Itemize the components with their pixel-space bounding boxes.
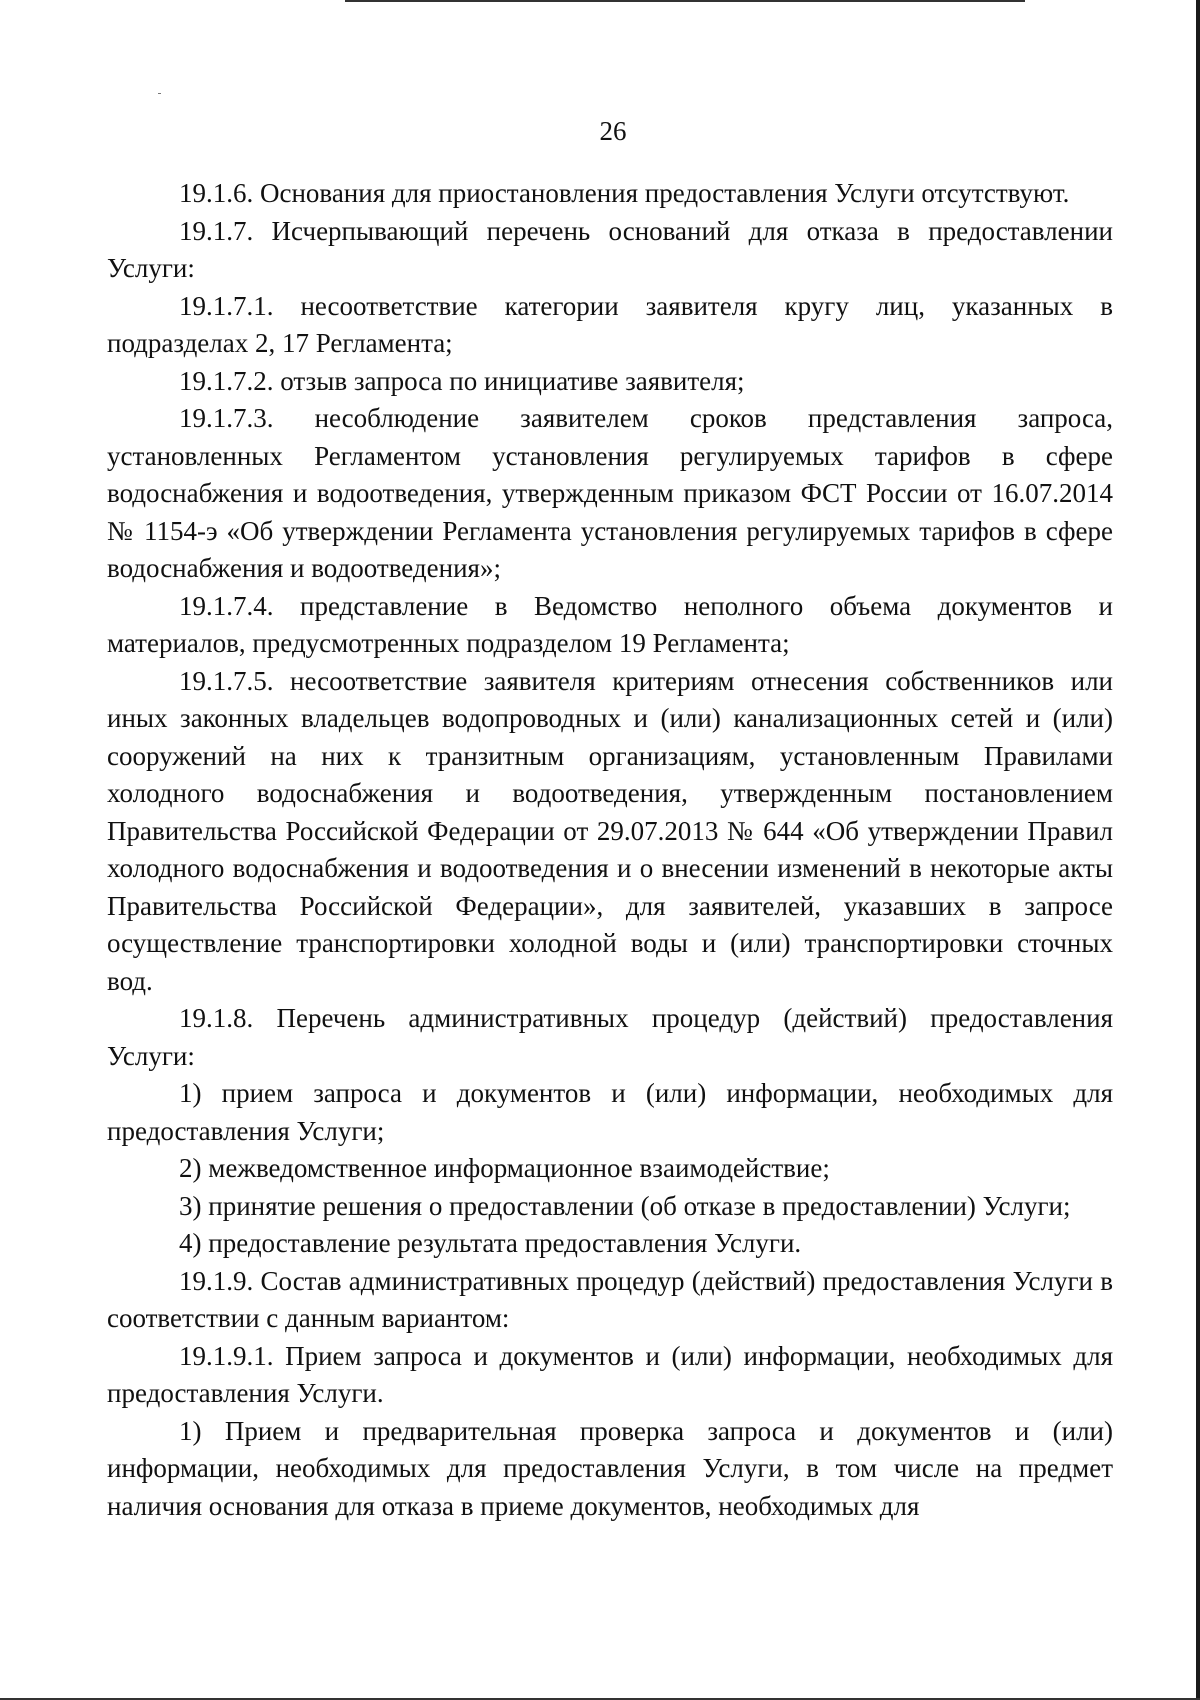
paragraph-19-1-9: 19.1.9. Состав административных процедур (действий) предоставления Услуги в соответствии с данным вариантом: bbox=[107, 1265, 1113, 1333]
scan-right-edge bbox=[1196, 0, 1200, 1700]
list-item-3: 3) принятие решения о предоставлении (об отказе в предоставлении) Услуги; bbox=[179, 1190, 1071, 1221]
paragraph-19-1-7-3: 19.1.7.3. несоблюдение заявителем сроков представления запроса, установленных Регламентом установления регулируемых тарифов в сфере водоснабжения и водоотведения, утвержденным приказом ФСТ России от 16.07.2014 № 1154-э «Об утверждении Регламента установления регулируемых тарифов в сфере водоснабжения и водоотведения»; bbox=[107, 403, 1113, 583]
page-number: 26 bbox=[599, 116, 627, 146]
paragraph-19-1-6: 19.1.6. Основания для приостановления предоставления Услуги отсутствуют. bbox=[179, 178, 1070, 208]
list-item-2: 2) межведомственное информационное взаимодействие; bbox=[179, 1153, 830, 1183]
paragraph-19-1-7-1: 19.1.7.1. несоответствие категории заявителя кругу лиц, указанных в подразделах 2, 17 Регламента; bbox=[107, 290, 1113, 358]
paragraph-19-1-9-1: 19.1.9.1. Прием запроса и документов и (или) информации, необходимых для предоставления Услуги. bbox=[107, 1340, 1113, 1408]
paragraph-19-1-7-5: 19.1.7.5. несоответствие заявителя критериям отнесения собственников или иных законных владельцев водопроводных и (или) канализационных сетей и (или) сооружений на них к транзитным организациям, установленным Правилами холодного водоснабжения и водоотведения, утвержденным постановлением Правительства Российской Федерации от 29.07.2013 № 644 «Об утверждении Правил холодного водоснабжения и водоотведения и о внесении изменений в некоторые акты Правительства Российской Федерации», для заявителей, указавших в запросе осуществление транспортировки холодной воды и (или) транспортировки сточных вод. bbox=[107, 665, 1113, 996]
document-body bbox=[107, 175, 1113, 1525]
list-item-4: 4) предоставление результата предоставления Услуги. bbox=[179, 1228, 802, 1258]
paragraph-19-1-7-4: 19.1.7.4. представление в Ведомство неполного объема документов и материалов, предусмотренных подразделом 19 Регламента; bbox=[107, 590, 1113, 658]
procedure-item-1: 1) Прием и предварительная проверка запроса и документов и (или) информации, необходимых для предоставления Услуги, в том числе на предмет наличия основания для отказа в приеме документов, необходимых для bbox=[107, 1415, 1113, 1521]
scan-top-edge-line bbox=[345, 0, 1025, 2]
paragraph-19-1-8: 19.1.8. Перечень административных процедур (действий) предоставления Услуги: bbox=[107, 1003, 1113, 1071]
scan-speck bbox=[158, 93, 161, 94]
list-item-1: 1) прием запроса и документов и (или) информации, необходимых для предоставления Услуги; bbox=[107, 1078, 1113, 1146]
paragraph-19-1-7: 19.1.7. Исчерпывающий перечень оснований для отказа в предоставлении Услуги: bbox=[107, 215, 1113, 283]
paragraph-19-1-7-2: 19.1.7.2. отзыв запроса по инициативе заявителя; bbox=[179, 365, 745, 396]
